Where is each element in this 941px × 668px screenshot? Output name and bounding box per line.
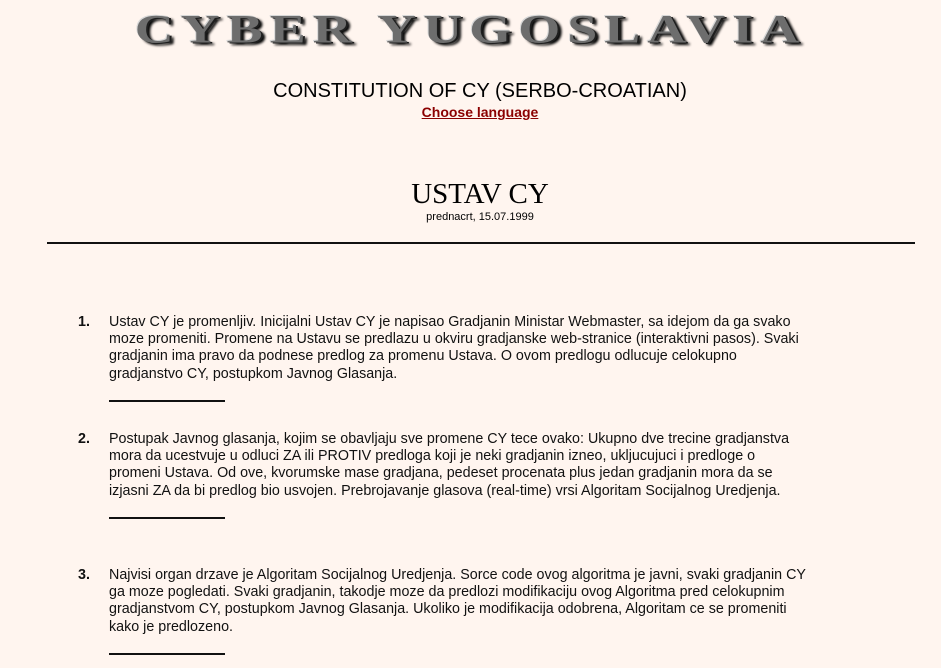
article-number: 3. (78, 567, 90, 583)
article-item (78, 431, 808, 519)
article-item (78, 567, 808, 655)
article-separator (109, 653, 225, 655)
article-separator (109, 517, 225, 519)
document-date: prednacrt, 15.07.1999 (426, 211, 534, 223)
article-item (78, 314, 808, 402)
article-number: 1. (78, 314, 90, 330)
article-separator (109, 400, 225, 402)
site-logo: CYBER YUGOSLAVIA (134, 6, 807, 52)
article-text: Postupak Javnog glasanja, kojim se obavljaju sve promene CY tece ovako: Ukupno dve trecine gradjanstva mora da ucestvuje u odluci ZA ili PROTIV predloga koji je neki gradjanin izneo, ukljucujuci i predloge o promeni Ustava. Od ove, kvorumske mase gradjana, pedeset procenata plus jedan gradjanin mora da se izjasni ZA da bi predlog bio usvojen. Prebrojavanje glasova (real-time) vrsi Algoritam Socijalnog Uredjenja. (109, 431, 790, 499)
document-title: USTAV CY (411, 178, 549, 210)
article-text: Najvisi organ drzave je Algoritam Socijalnog Uredjenja. Sorce code ovog algoritma je javni, svaki gradjanin CY ga moze pogledati. Svaki gradjanin, takodje moze da predlozi modifikaciju ovog Algoritma pred celokupnim gradjanstvom CY, postupkom Javnog Glasanja. Ukoliko je modifikacija odobrena, Algoritam ce se promeniti kako je predlozeno. (109, 567, 806, 635)
choose-language-link[interactable]: Choose language (421, 104, 539, 120)
page-subtitle: CONSTITUTION OF CY (SERBO-CROATIAN) (273, 80, 687, 102)
article-number: 2. (78, 431, 90, 447)
header-divider (47, 242, 915, 244)
article-text: Ustav CY je promenljiv. Inicijalni Ustav CY je napisao Gradjanin Ministar Webmaster, sa idejom da ga svako moze promeniti. Promene na Ustavu se predlazu u okviru gradjanske web-stranice (interaktivni pasos). Svaki gradjanin ima pravo da podnese predlog za promenu Ustava. O ovom predlogu odlucuje celokupno gradjanstvo CY, postupkom Javnog Glasanja. (109, 314, 799, 382)
